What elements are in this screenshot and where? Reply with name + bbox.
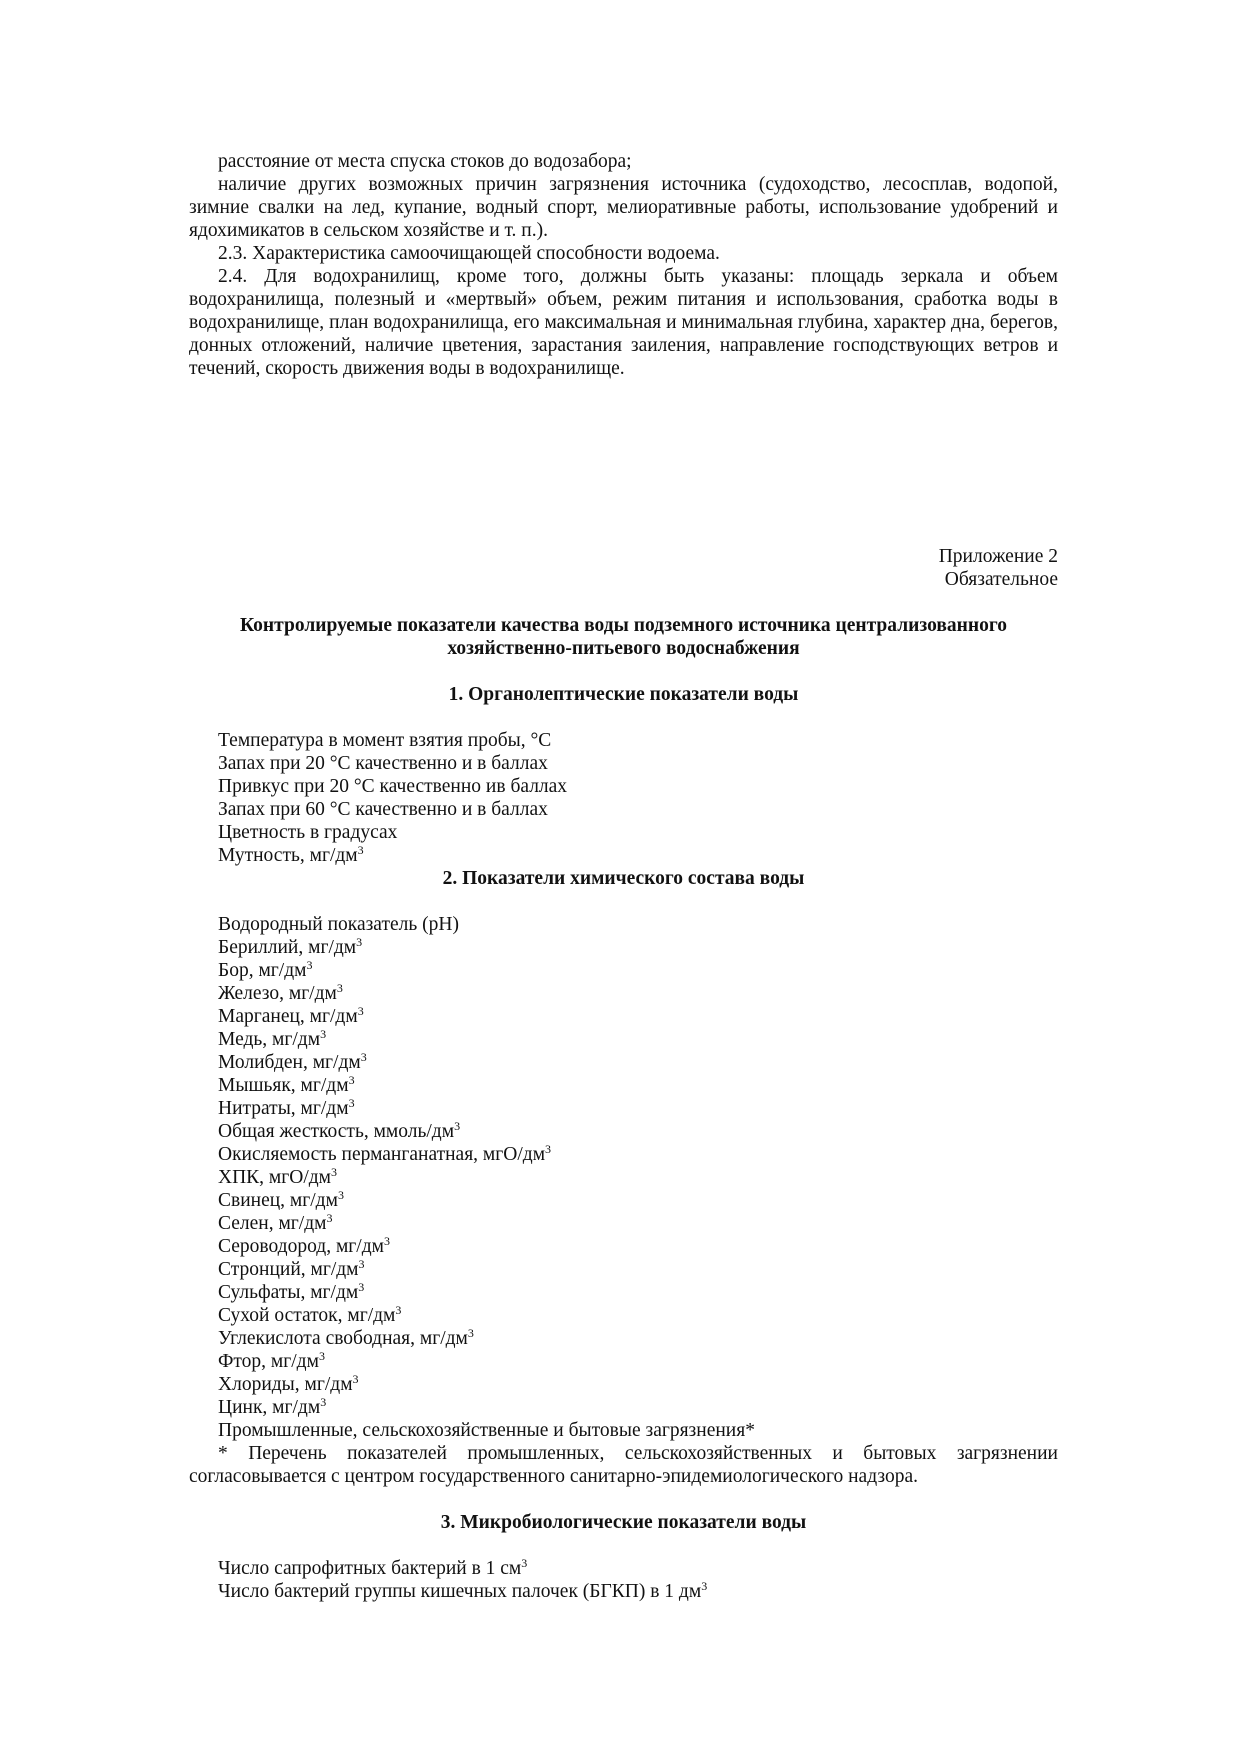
indicator-text: Температура в момент взятия пробы, °С xyxy=(218,730,552,751)
indicator-item xyxy=(189,729,1058,752)
indicator-text: Привкус при 20 °С качественно ив баллах xyxy=(218,776,568,797)
indicator-item xyxy=(189,1097,1058,1120)
intro-paragraph: 2.3. Характеристика самоочищающей способности водоема. xyxy=(218,243,720,264)
section-microbiological xyxy=(189,1511,1058,1534)
indicator-text: Сульфаты, мг/дм xyxy=(218,1282,359,1303)
section-heading: 2. Показатели химического состава воды xyxy=(442,868,805,889)
indicator-text: Молибден, мг/дм xyxy=(218,1052,361,1073)
indicator-item xyxy=(189,1258,1058,1281)
unit-exponent: 3 xyxy=(358,1257,365,1271)
indicator-text: Окисляемость перманганатная, мгО/дм xyxy=(218,1144,546,1165)
indicator-item xyxy=(189,1143,1058,1166)
unit-exponent: 3 xyxy=(337,1188,344,1202)
indicator-item xyxy=(189,1005,1058,1028)
organoleptic-list xyxy=(189,729,1058,867)
indicator-text: Углекислота свободная, мг/дм xyxy=(218,1328,468,1349)
indicator-text: Общая жесткость, ммоль/дм xyxy=(218,1121,455,1142)
document-title-block xyxy=(189,614,1058,660)
indicator-item xyxy=(189,1350,1058,1373)
indicator-item xyxy=(189,913,1058,936)
chemical-footnote-block xyxy=(189,1442,1058,1488)
section-heading: 1. Органолептические показатели воды xyxy=(448,684,799,705)
unit-exponent: 3 xyxy=(320,1395,327,1409)
section-heading: 3. Микробиологические показатели воды xyxy=(440,1512,807,1533)
unit-exponent: 3 xyxy=(467,1326,474,1340)
indicator-item xyxy=(189,936,1058,959)
indicator-item xyxy=(189,752,1058,775)
chemical-list xyxy=(189,913,1058,1442)
appendix-label: Приложение 2 xyxy=(938,546,1058,567)
indicator-text: Запах при 20 °С качественно и в баллах xyxy=(218,753,548,774)
unit-exponent: 3 xyxy=(454,1119,461,1133)
indicator-text: Стронций, мг/дм xyxy=(218,1259,359,1280)
indicator-item xyxy=(189,1396,1058,1419)
indicator-text: Сухой остаток, мг/дм xyxy=(218,1305,396,1326)
indicator-item xyxy=(189,1419,1058,1442)
document-title: Контролируемые показатели качества воды подземного источника централизованного хозяйственно-питьевого водоснабжения xyxy=(240,615,1007,659)
section-organoleptic xyxy=(189,683,1058,706)
unit-exponent: 3 xyxy=(336,981,343,995)
indicator-item xyxy=(189,1074,1058,1097)
unit-exponent: 3 xyxy=(357,843,364,857)
indicator-item xyxy=(189,1028,1058,1051)
unit-exponent: 3 xyxy=(358,1280,365,1294)
indicator-item xyxy=(189,1580,1058,1603)
intro-paragraph: наличие других возможных причин загрязнения источника (судоходство, лесосплав, водопой, зимние свалки на лед, купание, водный спорт, мелиоративные работы, использование удобрений и ядохимикатов в сельском хозяйстве и т. п.). xyxy=(189,174,1058,241)
indicator-text: Промышленные, сельскохозяйственные и бытовые загрязнения* xyxy=(218,1420,755,1441)
unit-exponent: 3 xyxy=(352,1372,359,1386)
unit-exponent: 3 xyxy=(320,1027,327,1041)
indicator-item xyxy=(189,1120,1058,1143)
indicator-item xyxy=(189,775,1058,798)
indicator-text: Бор, мг/дм xyxy=(218,960,307,981)
unit-exponent: 3 xyxy=(348,1096,355,1110)
unit-exponent: 3 xyxy=(356,935,363,949)
indicator-item xyxy=(189,1235,1058,1258)
indicator-text: Марганец, мг/дм xyxy=(218,1006,358,1027)
indicator-text: Нитраты, мг/дм xyxy=(218,1098,349,1119)
indicator-item xyxy=(189,1304,1058,1327)
unit-exponent: 3 xyxy=(331,1165,338,1179)
indicator-text: Число бактерий группы кишечных палочек (БГКП) в 1 дм xyxy=(218,1581,702,1602)
indicator-text: Железо, мг/дм xyxy=(218,983,337,1004)
unit-exponent: 3 xyxy=(395,1303,402,1317)
indicator-text: Водородный показатель (рН) xyxy=(218,914,459,935)
unit-exponent: 3 xyxy=(318,1349,325,1363)
indicator-item xyxy=(189,982,1058,1005)
unit-exponent: 3 xyxy=(326,1211,333,1225)
intro-text xyxy=(189,150,1058,380)
indicator-text: Селен, мг/дм xyxy=(218,1213,327,1234)
indicator-item xyxy=(189,959,1058,982)
indicator-item xyxy=(189,1051,1058,1074)
indicator-text: Сероводород, мг/дм xyxy=(218,1236,384,1257)
indicator-item xyxy=(189,1166,1058,1189)
indicator-item xyxy=(189,1212,1058,1235)
indicator-text: ХПК, мгО/дм xyxy=(218,1167,332,1188)
indicator-text: Хлориды, мг/дм xyxy=(218,1374,353,1395)
unit-exponent: 3 xyxy=(357,1004,364,1018)
section-chemical xyxy=(189,867,1058,890)
indicator-text: Мышьяк, мг/дм xyxy=(218,1075,349,1096)
indicator-item xyxy=(189,1327,1058,1350)
indicator-text: Фтор, мг/дм xyxy=(218,1351,319,1372)
indicator-item xyxy=(189,1373,1058,1396)
unit-exponent: 3 xyxy=(348,1073,355,1087)
unit-exponent: 3 xyxy=(701,1579,708,1593)
indicator-text: Запах при 60 °С качественно и в баллах xyxy=(218,799,548,820)
unit-exponent: 3 xyxy=(360,1050,367,1064)
indicator-item xyxy=(189,1557,1058,1580)
indicator-item xyxy=(189,798,1058,821)
intro-paragraph: 2.4. Для водохранилищ, кроме того, должны быть указаны: площадь зеркала и объем водохранилища, полезный и «мертвый» объем, режим питания и использования, сработка воды в водохранилище, план водохранилища, его максимальная и минимальная глубина, характер дна, берегов, донных отложений, наличие цветения, зарастания заиления, направление господствующих ветров и течений, скорость движения воды в водохранилище. xyxy=(189,266,1058,379)
unit-exponent: 3 xyxy=(545,1142,552,1156)
indicator-text: Медь, мг/дм xyxy=(218,1029,321,1050)
footnote: * Перечень показателей промышленных, сельскохозяйственных и бытовых загрязнении согласовывается с центром государственного санитарно-эпидемиологического надзора. xyxy=(189,1443,1058,1487)
indicator-text: Цинк, мг/дм xyxy=(218,1397,321,1418)
indicator-item xyxy=(189,1281,1058,1304)
indicator-item xyxy=(189,1189,1058,1212)
microbiological-list xyxy=(189,1557,1058,1603)
intro-paragraph: расстояние от места спуска стоков до водозабора; xyxy=(218,151,632,172)
indicator-text: Число сапрофитных бактерий в 1 см xyxy=(218,1558,522,1579)
unit-exponent: 3 xyxy=(306,958,313,972)
unit-exponent: 3 xyxy=(383,1234,390,1248)
indicator-item xyxy=(189,844,1058,867)
indicator-item xyxy=(189,821,1058,844)
appendix-status: Обязательное xyxy=(944,569,1058,590)
indicator-text: Бериллий, мг/дм xyxy=(218,937,357,958)
indicator-text: Цветность в градусах xyxy=(218,822,398,843)
indicator-text: Мутность, мг/дм xyxy=(218,845,358,866)
unit-exponent: 3 xyxy=(521,1556,528,1570)
appendix-header xyxy=(189,545,1058,591)
indicator-text: Свинец, мг/дм xyxy=(218,1190,338,1211)
